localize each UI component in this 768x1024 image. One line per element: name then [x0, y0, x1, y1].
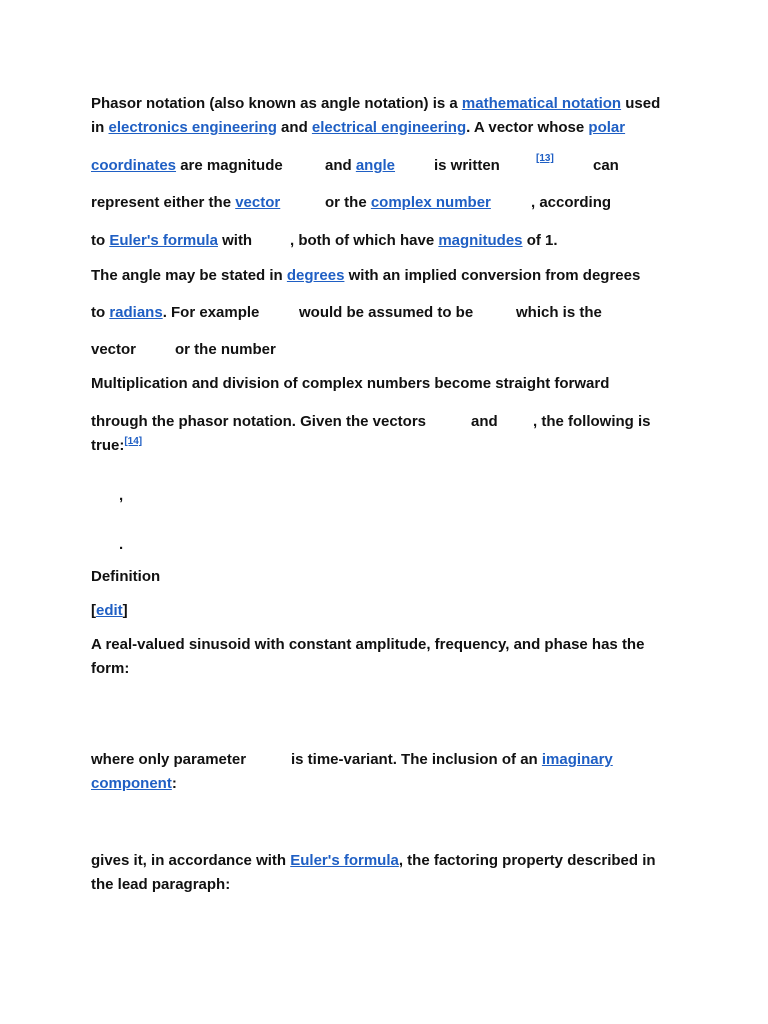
link-magnitudes[interactable]: magnitudes — [438, 232, 523, 249]
p1-line-1 — [91, 94, 660, 114]
text: , — [119, 487, 124, 504]
text: through the phasor notation. Given the vectors — [91, 413, 427, 430]
text: the lead paragraph: — [91, 876, 231, 893]
text: [ — [91, 602, 96, 619]
text: which is the — [516, 304, 602, 321]
reference-14 — [124, 436, 142, 447]
text: , both of which have — [290, 232, 439, 249]
text: with an implied conversion from degrees — [344, 267, 641, 284]
text: form: — [91, 660, 130, 677]
text: . A vector whose — [466, 119, 589, 136]
text: and — [276, 119, 312, 136]
p1-line-5 — [91, 231, 252, 251]
p2-line-1 — [91, 266, 640, 286]
text: to — [91, 304, 110, 321]
link-coordinates[interactable]: coordinates — [91, 157, 177, 174]
p6-line-1 — [91, 851, 656, 871]
link-degrees[interactable]: degrees — [286, 267, 345, 284]
text: or the number — [175, 341, 276, 358]
text: gives it, in accordance with — [91, 852, 291, 869]
link-vector[interactable]: vector — [235, 194, 281, 211]
text: A real-valued sinusoid with constant amplitude, frequency, and phase has the — [91, 636, 645, 653]
text: true: — [91, 437, 125, 454]
text: , according — [531, 194, 612, 211]
p1-line-3 — [91, 156, 283, 176]
p5-line-1b — [291, 750, 613, 770]
text: would be assumed to be — [299, 304, 474, 321]
link-complex-number[interactable]: complex number — [370, 194, 491, 211]
edit-section — [91, 601, 128, 621]
section-heading: Definition — [91, 568, 161, 585]
text: of 1. — [522, 232, 558, 249]
reference-13 — [536, 153, 554, 165]
p5-line-2 — [91, 774, 177, 794]
link-reference-14[interactable]: [14] — [124, 436, 143, 447]
text: can — [593, 157, 619, 174]
text: and — [325, 157, 356, 174]
text: Phasor notation (also known as angle notation) is a — [91, 95, 462, 112]
text: where only parameter — [91, 751, 247, 768]
p1-line-5b — [290, 231, 558, 251]
text: represent either the — [91, 194, 236, 211]
text: The angle may be stated in — [91, 267, 287, 284]
text: is written — [434, 157, 500, 174]
text: : — [171, 775, 177, 792]
edit-link[interactable]: edit — [96, 602, 123, 619]
link-eulers-formula-2[interactable]: Euler's formula — [290, 852, 399, 869]
text: in — [91, 119, 109, 136]
link-component[interactable]: component — [91, 775, 172, 792]
text: and — [471, 413, 498, 430]
text: , the following is — [533, 413, 651, 430]
text: used — [621, 95, 661, 112]
p2-line-2 — [91, 303, 259, 323]
p3-line-3 — [91, 436, 142, 456]
text: are magnitude — [176, 157, 283, 174]
text: to — [91, 232, 110, 249]
text: with — [217, 232, 253, 249]
text: or the — [325, 194, 371, 211]
link-mathematical-notation[interactable]: mathematical notation — [461, 95, 622, 112]
link-angle[interactable]: angle — [355, 157, 396, 174]
p1-line-2 — [91, 118, 625, 138]
link-polar[interactable]: polar — [588, 119, 626, 136]
link-electronics-engineering[interactable]: electronics engineering — [108, 119, 277, 136]
text: Multiplication and division of complex numbers become straight forward — [91, 375, 610, 392]
text: . — [119, 536, 124, 553]
text: , the factoring property described in — [398, 852, 656, 869]
link-electrical-engineering[interactable]: electrical engineering — [311, 119, 467, 136]
text: ] — [122, 602, 128, 619]
text: vector — [91, 341, 137, 358]
link-reference-13[interactable]: [13] — [536, 153, 554, 164]
link-radians[interactable]: radians — [109, 304, 163, 321]
link-imaginary[interactable]: imaginary — [541, 751, 613, 768]
text: is time-variant. The inclusion of an — [291, 751, 542, 768]
p1-line-4b — [325, 193, 491, 213]
p1-line-3b — [325, 156, 395, 176]
text: . For example — [162, 304, 260, 321]
p1-line-4 — [91, 193, 280, 213]
link-eulers-formula[interactable]: Euler's formula — [109, 232, 218, 249]
